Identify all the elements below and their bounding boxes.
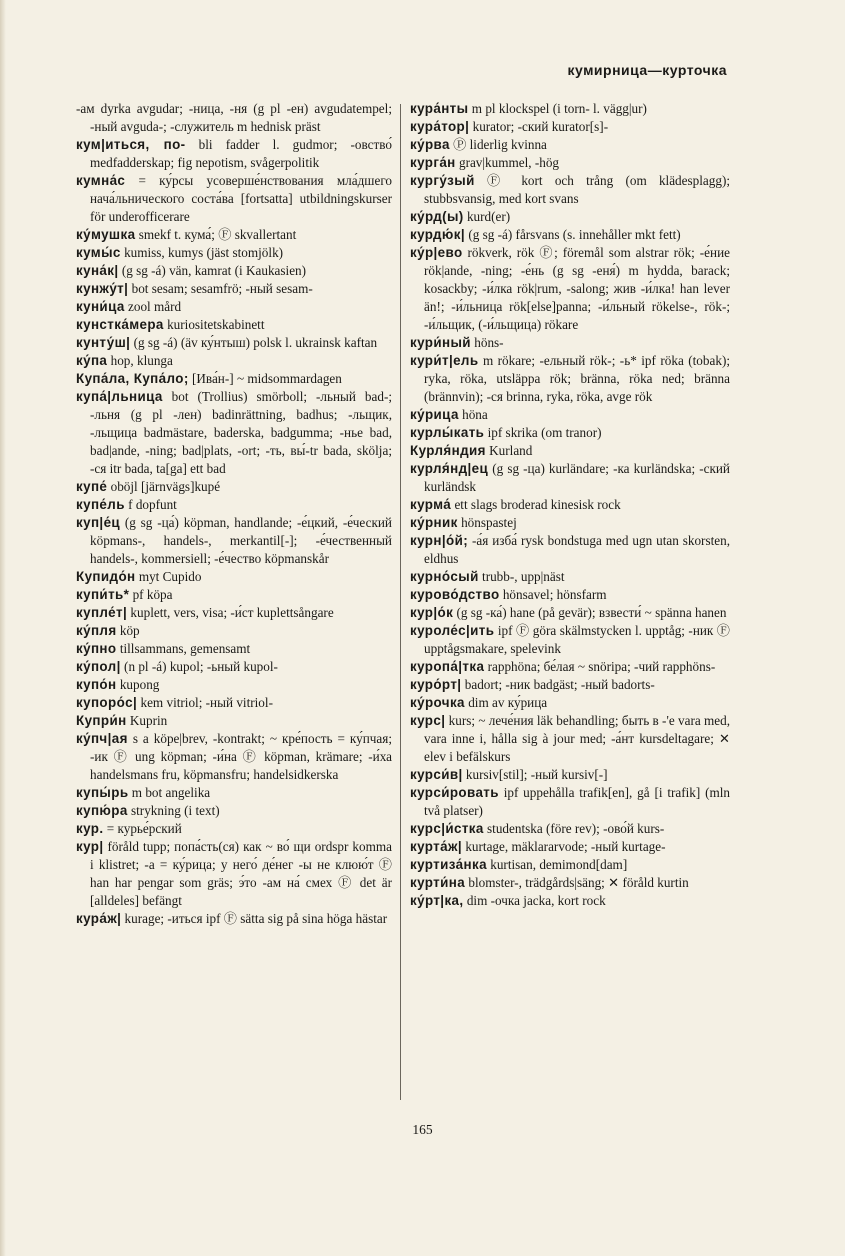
entry-headword: купе́ bbox=[76, 479, 108, 494]
dictionary-entry bbox=[76, 658, 392, 676]
entry-headword: кунстка́мера bbox=[76, 317, 164, 332]
dictionary-entry bbox=[76, 478, 392, 496]
entry-headword: кур. bbox=[76, 821, 104, 836]
entry-headword: куртиза́нка bbox=[410, 857, 487, 872]
entry-definition: rökverk, rök Ⓕ; föremål som alstrar rök; -е́ние rök|ande, -ning; -е́нь (g sg -еня́) m hydda, barack; kosackby; -и́лка rök|rum, -salong; жив -и́лка! han lever än!; -и́льница rök[else]panna; -и́льный rökelse-, rök-; -и́льщик, (-и́льщица) rökare bbox=[424, 245, 730, 332]
entry-headword: кури́ный bbox=[410, 335, 471, 350]
entry-definition: myt Cupido bbox=[135, 569, 202, 584]
dictionary-entry bbox=[76, 352, 392, 370]
entry-definition: kurtage, mäklararvode; -ный kurtage- bbox=[462, 839, 666, 854]
entry-definition: föråld tupp; попа́сть(ся) как ~ во́ щи ordspr komma i klistret; -а = ку́рица; у него́ де́нег -ы не клюю́т Ⓕ han har pengar som gräs; э́то -ам на́ смех Ⓕ det är [alldeles] befängt bbox=[90, 839, 392, 908]
entry-headword: курси́ровать bbox=[410, 785, 499, 800]
dictionary-entry bbox=[410, 874, 730, 892]
entry-headword: курти́на bbox=[410, 875, 466, 890]
entry-headword: курля́нд|ец bbox=[410, 461, 489, 476]
entry-definition: kuriositetskabinett bbox=[163, 317, 265, 332]
entry-definition: (g sg -á) (äv ку́нтыш) polsk l. ukrainsk kaftan bbox=[130, 335, 378, 350]
entry-definition: pf köpa bbox=[129, 587, 173, 602]
right-column bbox=[410, 100, 730, 910]
dictionary-entry bbox=[76, 496, 392, 514]
entry-headword: Курля́ндия bbox=[410, 443, 486, 458]
dictionary-entry bbox=[410, 586, 730, 604]
dictionary-entry bbox=[76, 604, 392, 622]
dictionary-entry bbox=[410, 856, 730, 874]
entry-headword: купы́рь bbox=[76, 785, 129, 800]
page-number: 165 bbox=[412, 1122, 433, 1137]
entry-definition: kurator; -ский kurator[s]- bbox=[469, 119, 609, 134]
dictionary-entry bbox=[410, 172, 730, 208]
entry-definition: kursiv[stil]; -ный kursiv[-] bbox=[462, 767, 608, 782]
entry-headword: курта́ж| bbox=[410, 839, 463, 854]
entry-definition: Kuprin bbox=[126, 713, 168, 728]
entry-headword: курс|и́стка bbox=[410, 821, 484, 836]
entry-headword: куро́рт| bbox=[410, 677, 462, 692]
dictionary-entry bbox=[410, 244, 730, 334]
entry-definition: hop, klunga bbox=[107, 353, 173, 368]
entry-headword: Купа́ла, Купа́ло; bbox=[76, 371, 189, 386]
entry-headword: курма́ bbox=[410, 497, 452, 512]
entry-definition: trubb-, upp|näst bbox=[478, 569, 565, 584]
entry-headword: куп|е́ц bbox=[76, 515, 121, 530]
dictionary-entry bbox=[410, 352, 730, 406]
entry-definition: köp bbox=[116, 623, 140, 638]
entry-headword: кур|о́к bbox=[410, 605, 454, 620]
entry-headword: кури́т|ель bbox=[410, 353, 479, 368]
entry-definition: m rökare; -ельный rök-; -ь* ipf röka (tobak); ryka, röka, utsläppa rök; bränna, röka ned; bränna (brännvin); -ся brinna, ryka, röka, avge rök bbox=[424, 353, 730, 404]
entry-definition: rapphöna; бе́лая ~ snöripa; -чий rapphöns- bbox=[484, 659, 716, 674]
entry-definition: m bot angelika bbox=[128, 785, 211, 800]
dictionary-entry bbox=[410, 118, 730, 136]
dictionary-entry bbox=[410, 568, 730, 586]
dictionary-entry bbox=[410, 496, 730, 514]
entry-definition: kupong bbox=[116, 677, 160, 692]
entry-definition: (g sg -ка́) hane (på gevär); взвести́ ~ spänna hanen bbox=[453, 605, 727, 620]
entry-definition: Ⓟ liderlig kvinna bbox=[449, 137, 547, 152]
dictionary-entry bbox=[76, 334, 392, 352]
dictionary-entry bbox=[76, 694, 392, 712]
entry-headword: ку́пч|ая bbox=[76, 731, 128, 746]
entry-headword: ку́мушка bbox=[76, 227, 136, 242]
dictionary-entry bbox=[76, 244, 392, 262]
dictionary-entry bbox=[76, 100, 392, 136]
dictionary-entry bbox=[410, 532, 730, 568]
entry-definition: f dopfunt bbox=[124, 497, 177, 512]
entry-definition: -ам dyrka avgudar; -ница, -ня (g pl -ен) avgudatempel; -ный avguda-; -служитель m hednisk präst bbox=[76, 101, 392, 134]
entry-definition: badort; -ник badgäst; -ный badorts- bbox=[461, 677, 655, 692]
dictionary-entry bbox=[410, 100, 730, 118]
entry-definition: ett slags broderad kinesisk rock bbox=[451, 497, 621, 512]
entry-definition: kurs; ~ лече́ния läk behandling; быть в -'е vara med, vara inne i, hålla sig à jour med; -а́нт kursdeltagare; ✕ elev i befälskurs bbox=[424, 713, 730, 764]
entry-definition: ipf uppehålla trafik[en], gå [i trafik] (mln två platser) bbox=[424, 785, 730, 818]
dictionary-entry bbox=[76, 280, 392, 298]
entry-headword: кура́нты bbox=[410, 101, 469, 116]
entry-headword: ку́рник bbox=[410, 515, 458, 530]
dictionary-entry bbox=[76, 172, 392, 226]
dictionary-entry bbox=[76, 586, 392, 604]
entry-definition: höna bbox=[458, 407, 488, 422]
running-header: кумирница—курточка bbox=[567, 62, 727, 78]
entry-definition: hönsavel; hönsfarm bbox=[499, 587, 607, 602]
entry-headword: ку́рица bbox=[410, 407, 459, 422]
entry-headword: купю́ра bbox=[76, 803, 128, 818]
entry-headword: курси́в| bbox=[410, 767, 463, 782]
entry-headword: курлы́кать bbox=[410, 425, 485, 440]
entry-headword: куроле́с|ить bbox=[410, 623, 495, 638]
entry-headword: ку́рва bbox=[410, 137, 450, 152]
entry-definition: m pl klockspel (i torn- l. vägg|ur) bbox=[468, 101, 647, 116]
entry-headword: кура́тор| bbox=[410, 119, 470, 134]
entry-definition: (g sg -ца) kurländare; -ка kurländska; -ский kurländsk bbox=[424, 461, 730, 494]
dictionary-entry bbox=[76, 820, 392, 838]
entry-headword: курово́дство bbox=[410, 587, 500, 602]
entry-headword: курно́сый bbox=[410, 569, 479, 584]
entry-definition: Kurland bbox=[485, 443, 533, 458]
entry-headword: курга́н bbox=[410, 155, 456, 170]
column-divider bbox=[400, 104, 401, 1100]
dictionary-entry bbox=[410, 712, 730, 766]
dictionary-entry bbox=[76, 640, 392, 658]
entry-headword: купле́т| bbox=[76, 605, 128, 620]
entry-headword: ку́рд(ы) bbox=[410, 209, 464, 224]
dictionary-entry bbox=[410, 442, 730, 460]
dictionary-entry bbox=[410, 892, 730, 910]
dictionary-entry bbox=[76, 784, 392, 802]
entry-headword: курдю́к| bbox=[410, 227, 466, 242]
entry-definition: tillsammans, gemensamt bbox=[116, 641, 251, 656]
entry-definition: strykning (i text) bbox=[127, 803, 220, 818]
dictionary-entry bbox=[76, 712, 392, 730]
entry-headword: Купри́н bbox=[76, 713, 127, 728]
entry-definition: dim -очка jacka, kort rock bbox=[463, 893, 606, 908]
dictionary-entry bbox=[410, 694, 730, 712]
entry-headword: кура́ж| bbox=[76, 911, 122, 926]
dictionary-entry bbox=[76, 226, 392, 244]
entry-definition: smekf t. кума́; Ⓕ skvallertant bbox=[135, 227, 297, 242]
left-column bbox=[76, 100, 392, 928]
entry-definition: (n pl -á) kupol; -ьный kupol- bbox=[120, 659, 278, 674]
entry-headword: купе́ль bbox=[76, 497, 125, 512]
entry-definition: zool mård bbox=[124, 299, 182, 314]
dictionary-entry bbox=[410, 424, 730, 442]
entry-headword: курс| bbox=[410, 713, 446, 728]
dictionary-entry bbox=[410, 514, 730, 532]
entry-headword: ку́рочка bbox=[410, 695, 465, 710]
entry-headword: ку́пля bbox=[76, 623, 117, 638]
entry-definition: (g sg -ца́) köpman, handlande; -е́цкий, -е́ческий köpmans-, handels-, merkantil[-]; -е́чественный handels-, kommersiell; -е́чество köpmanskår bbox=[90, 515, 392, 566]
entry-definition: -а́я изба́ rysk bondstuga med ugn utan skorsten, eldhus bbox=[424, 533, 730, 566]
dictionary-entry bbox=[410, 838, 730, 856]
entry-definition: bot (Trollius) smörboll; -льный bad-; -льня (g pl -лен) badinrättning, badhus; -льщик, -льщица badmästare, baderska, badgumma; -нье bad, bad|ande, -ning; bad|plats, -ort; -ть, вы́-tr bada, skölja; -ся itr bada, ta[ga] ett bad bbox=[90, 389, 392, 476]
entry-headword: купо́н bbox=[76, 677, 117, 692]
entry-definition: grav|kummel, -hög bbox=[455, 155, 560, 170]
dictionary-entry bbox=[76, 568, 392, 586]
dictionary-entry bbox=[76, 676, 392, 694]
dictionary-entry bbox=[410, 406, 730, 424]
entry-headword: Купидо́н bbox=[76, 569, 136, 584]
dictionary-entry bbox=[410, 208, 730, 226]
dictionary-entry bbox=[410, 766, 730, 784]
dictionary-entry bbox=[410, 676, 730, 694]
entry-definition: dim av ку́рица bbox=[464, 695, 548, 710]
entry-definition: kem vitriol; -ный vitriol- bbox=[137, 695, 273, 710]
dictionary-entry bbox=[410, 460, 730, 496]
entry-headword: кумна́с bbox=[76, 173, 126, 188]
entry-headword: ку́па bbox=[76, 353, 108, 368]
dictionary-entry bbox=[410, 622, 730, 658]
dictionary-entry bbox=[76, 802, 392, 820]
entry-headword: кум|иться, по- bbox=[76, 137, 186, 152]
entry-definition: höns- bbox=[470, 335, 504, 350]
dictionary-entry bbox=[76, 622, 392, 640]
entry-definition: (g sg -á) vän, kamrat (i Kaukasien) bbox=[118, 263, 307, 278]
entry-definition: ipf skrika (om tranor) bbox=[484, 425, 602, 440]
dictionary-entry bbox=[410, 136, 730, 154]
entry-headword: купи́ть* bbox=[76, 587, 130, 602]
entry-definition: kuplett, vers, visa; -и́ст kuplettsångare bbox=[127, 605, 334, 620]
entry-definition: kurd(er) bbox=[463, 209, 511, 224]
entry-headword: куна́к| bbox=[76, 263, 119, 278]
entry-definition: hönspastej bbox=[457, 515, 517, 530]
entry-headword: купоро́с| bbox=[76, 695, 138, 710]
entry-headword: курн|о́й; bbox=[410, 533, 469, 548]
entry-definition: studentska (före rev); -ово́й kurs- bbox=[483, 821, 665, 836]
entry-headword: кунту́ш| bbox=[76, 335, 131, 350]
entry-definition: kurage; -иться ipf Ⓕ sätta sig på sina höga hästar bbox=[121, 911, 388, 926]
entry-definition: = ку́рсы усоверше́нствования мла́дшего нача́льнического соста́ва [fortsatta] utbildningskurser för underofficerare bbox=[90, 173, 392, 224]
dictionary-entry bbox=[76, 370, 392, 388]
entry-definition: ipf Ⓕ göra skälmstycken l. upptåg; -ник Ⓕ upptågsmakare, spelevink bbox=[424, 623, 730, 656]
entry-headword: ку́рт|ка, bbox=[410, 893, 464, 908]
entry-definition: kurtisan, demimond[dam] bbox=[486, 857, 628, 872]
dictionary-entry bbox=[410, 784, 730, 820]
entry-definition: blomster-, trädgårds|säng; ✕ föråld kurtin bbox=[465, 875, 689, 890]
entry-headword: кур| bbox=[76, 839, 104, 854]
entry-headword: ку́пол| bbox=[76, 659, 121, 674]
dictionary-entry bbox=[410, 820, 730, 838]
dictionary-entry bbox=[410, 226, 730, 244]
dictionary-entry bbox=[76, 316, 392, 334]
dictionary-entry bbox=[410, 334, 730, 352]
entry-definition: bot sesam; sesamfrö; -ный sesam- bbox=[128, 281, 313, 296]
dictionary-entry bbox=[76, 730, 392, 784]
dictionary-entry bbox=[76, 514, 392, 568]
dictionary-entry bbox=[410, 658, 730, 676]
dictionary-entry bbox=[410, 154, 730, 172]
dictionary-entry bbox=[410, 604, 730, 622]
entry-definition: bli fadder l. gudmor; -овство́ medfadderskap; fig nepotism, svågerpolitik bbox=[90, 137, 392, 170]
entry-definition: (g sg -á) fårsvans (s. innehåller mkt fett) bbox=[465, 227, 681, 242]
entry-definition: kumiss, kumys (jäst stomjölk) bbox=[120, 245, 284, 260]
entry-headword: кунжу́т| bbox=[76, 281, 129, 296]
dictionary-entry bbox=[76, 136, 392, 172]
entry-headword: кумы́с bbox=[76, 245, 121, 260]
entry-headword: куропа́|тка bbox=[410, 659, 485, 674]
dictionary-entry bbox=[76, 262, 392, 280]
dictionary-entry bbox=[76, 838, 392, 910]
entry-definition: s a köpe|brev, -kontrakt; ~ кре́пость = ку́пчая; -ик Ⓕ ung köpman; -и́на Ⓕ köpman, krämare; -и́ха handelsmans fru, köpmansfru; handelsidkerska bbox=[90, 731, 392, 782]
entry-headword: ку́р|ево bbox=[410, 245, 463, 260]
dictionary-entry bbox=[76, 298, 392, 316]
entry-definition: = курье́рский bbox=[103, 821, 182, 836]
entry-headword: ку́пно bbox=[76, 641, 117, 656]
dictionary-entry bbox=[76, 388, 392, 478]
entry-definition: oböjl [järnvägs]kupé bbox=[107, 479, 221, 494]
entry-definition: Ⓕ kort och trång (om klädesplagg); stubbsvansig, med kort svans bbox=[424, 173, 730, 206]
dictionary-entry bbox=[76, 910, 392, 928]
entry-headword: кургу́зый bbox=[410, 173, 475, 188]
entry-definition: [Ива́н-] ~ midsommardagen bbox=[188, 371, 342, 386]
entry-headword: куни́ца bbox=[76, 299, 125, 314]
entry-headword: купа́|льница bbox=[76, 389, 163, 404]
